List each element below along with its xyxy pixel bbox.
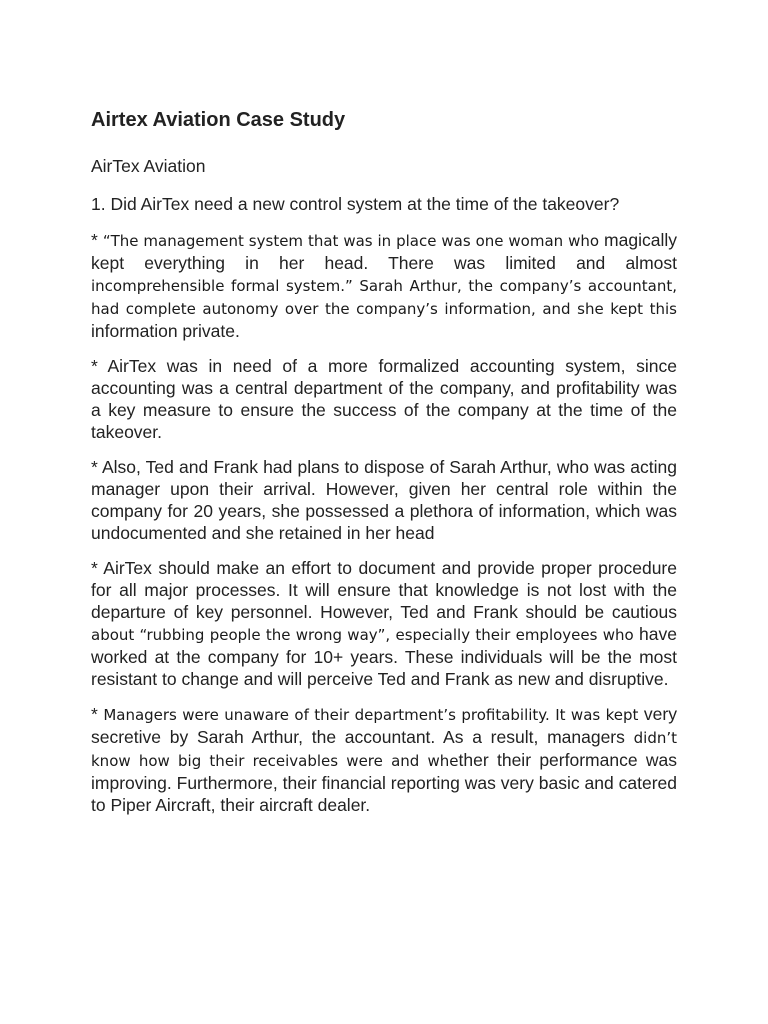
answer-paragraph-4 <box>91 557 677 690</box>
paragraph-text: ther their performance was improving. Furthermore, their financial reporting was very basic and catered to Piper Aircraft, their aircraft dealer. <box>91 750 677 815</box>
paragraph-text: * AirTex should make an effort to document and provide proper procedure for all major processes. It will ensure that knowledge is not lost with the departure of key personnel. However, Ted and Frank should be cautious <box>91 558 677 622</box>
answer-paragraph-5 <box>91 703 677 816</box>
document-page <box>91 106 677 829</box>
paragraph-text: information private. <box>91 321 240 341</box>
answer-paragraph-2: * AirTex was in need of a more formalized accounting system, since accounting was a central department of the company, and profitability was a key measure to ensure the success of the company at the time of the takeover. <box>91 356 677 442</box>
quote-text: “The management system that was in place was one woman who <box>102 232 600 250</box>
answer-paragraph-3: * Also, Ted and Frank had plans to dispose of Sarah Arthur, who was acting manager upon their arrival. However, given her central role within the company for 20 years, she possessed a plethora of information, which was undocumented and she retained in her head <box>91 457 677 543</box>
bullet-marker: * <box>91 230 103 250</box>
document-subtitle: AirTex Aviation <box>91 156 206 176</box>
question-1: 1. Did AirTex need a new control system at the time of the takeover? <box>91 194 620 214</box>
paragraph-text: magically kept everything in her head. There was limited and almost <box>91 230 677 273</box>
paragraph-text: very secretive by Sarah Arthur, the accountant. As a result, managers <box>91 704 677 747</box>
quote-text: Managers were unaware of their department’s profitability. It was kept <box>103 706 639 724</box>
bullet-marker: * <box>91 704 104 724</box>
quote-text: didn’t know how big their receivables were and whe <box>91 729 677 770</box>
paragraph-text: have worked at the company for 10+ years. These individuals will be the most resistant to change and will perceive Ted and Frank as new and disruptive. <box>91 624 678 689</box>
answer-paragraph-1 <box>91 229 677 342</box>
document-title: Airtex Aviation Case Study <box>91 109 346 131</box>
quote-text: incomprehensible formal system.” Sarah Arthur, the company’s accountant, had complete autonomy over the company’s information, and she kept this <box>91 277 677 318</box>
quote-text: about “rubbing people the wrong way”, especially their employees who <box>91 626 634 644</box>
